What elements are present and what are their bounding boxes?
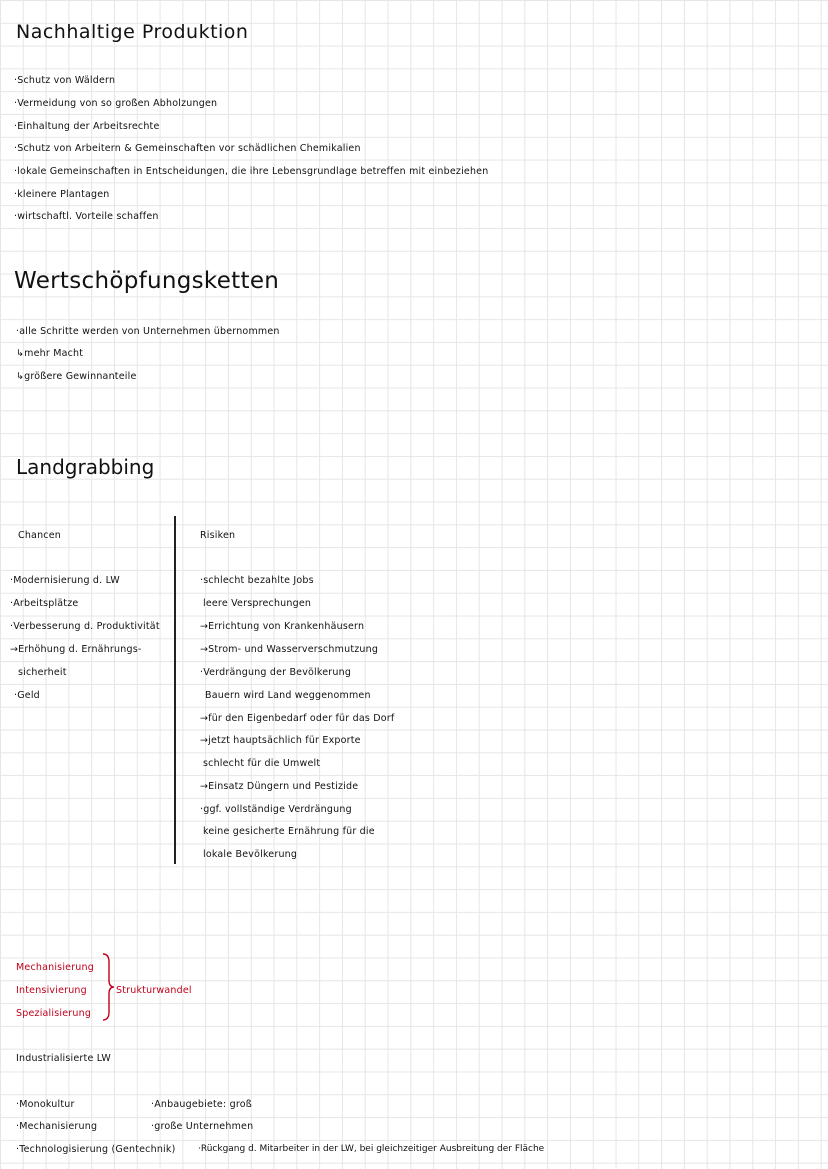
title-landgrabbing: Landgrabbing [16,455,155,479]
list-item: ·alle Schritte werden von Unternehmen übernommen [16,326,280,337]
list-item: ·lokale Gemeinschaften in Entscheidungen, die ihre Lebensgrundlage betreffen mit einbeziehen [14,166,489,177]
list-item: ·Einhaltung der Arbeitsrechte [14,121,160,132]
column-divider [174,516,176,864]
industrialisiert-left-item: ·Mechanisierung [16,1121,98,1132]
list-item: ·wirtschaftl. Vorteile schaffen [14,211,159,222]
risiken-item: keine gesicherte Ernährung für die [203,826,375,837]
risiken-item: ·schlecht bezahlte Jobs [200,575,314,586]
list-item: ·Schutz von Arbeitern & Gemeinschaften vor schädlichen Chemikalien [14,143,361,154]
title-industrialisierte-lw: Industrialisierte LW [16,1053,111,1064]
chancen-item: ·Verbesserung d. Produktivität [10,621,160,632]
chancen-item: sicherheit [18,667,67,678]
list-item: ·Schutz von Wäldern [14,75,116,86]
strukturwandel-item: Spezialisierung [16,1008,92,1019]
industrialisiert-left-item: ·Technologisierung (Gentechnik) [16,1144,176,1155]
industrialisiert-right-item: ·Rückgang d. Mitarbeiter in der LW, bei gleichzeitiger Ausbreitung der Fläche [198,1144,545,1154]
risiken-item: →Errichtung von Krankenhäusern [200,621,365,632]
strukturwandel-label: Strukturwandel [116,985,192,996]
risiken-item: lokale Bevölkerung [203,849,298,860]
industrialisiert-right-item: ·große Unternehmen [151,1121,254,1132]
title-wertschoepfungsketten: Wertschöpfungsketten [14,268,280,294]
title-nachhaltige-produktion: Nachhaltige Produktion [16,21,249,43]
chancen-item: ·Geld [14,690,40,701]
risiken-item: →für den Eigenbedarf oder für das Dorf [200,713,395,724]
list-item: ↳mehr Macht [16,348,84,359]
risiken-item: Bauern wird Land weggenommen [205,690,371,701]
risiken-item: schlecht für die Umwelt [203,758,321,769]
risiken-header: Risiken [200,530,236,541]
industrialisiert-left-item: ·Monokultur [16,1099,75,1110]
list-item: ·Vermeidung von so großen Abholzungen [14,98,218,109]
risiken-item: →Einsatz Düngern und Pestizide [200,781,359,792]
chancen-item: ·Modernisierung d. LW [10,575,120,586]
risiken-item: ·Verdrängung der Bevölkerung [200,667,352,678]
risiken-item: →jetzt hauptsächlich für Exporte [200,735,361,746]
risiken-item: ·ggf. vollständige Verdrängung [200,804,352,815]
chancen-item: ·Arbeitsplätze [10,598,79,609]
industrialisiert-right-item: ·Anbaugebiete: groß [151,1099,252,1110]
chancen-header: Chancen [18,530,61,541]
curly-brace-icon [101,952,115,1022]
strukturwandel-item: Mechanisierung [16,962,94,973]
chancen-item: →Erhöhung d. Ernährungs- [10,644,142,655]
list-item: ↳größere Gewinnanteile [16,371,137,382]
list-item: ·kleinere Plantagen [14,189,110,200]
risiken-item: →Strom- und Wasserverschmutzung [200,644,379,655]
risiken-item: leere Versprechungen [203,598,312,609]
strukturwandel-item: Intensivierung [16,985,87,996]
